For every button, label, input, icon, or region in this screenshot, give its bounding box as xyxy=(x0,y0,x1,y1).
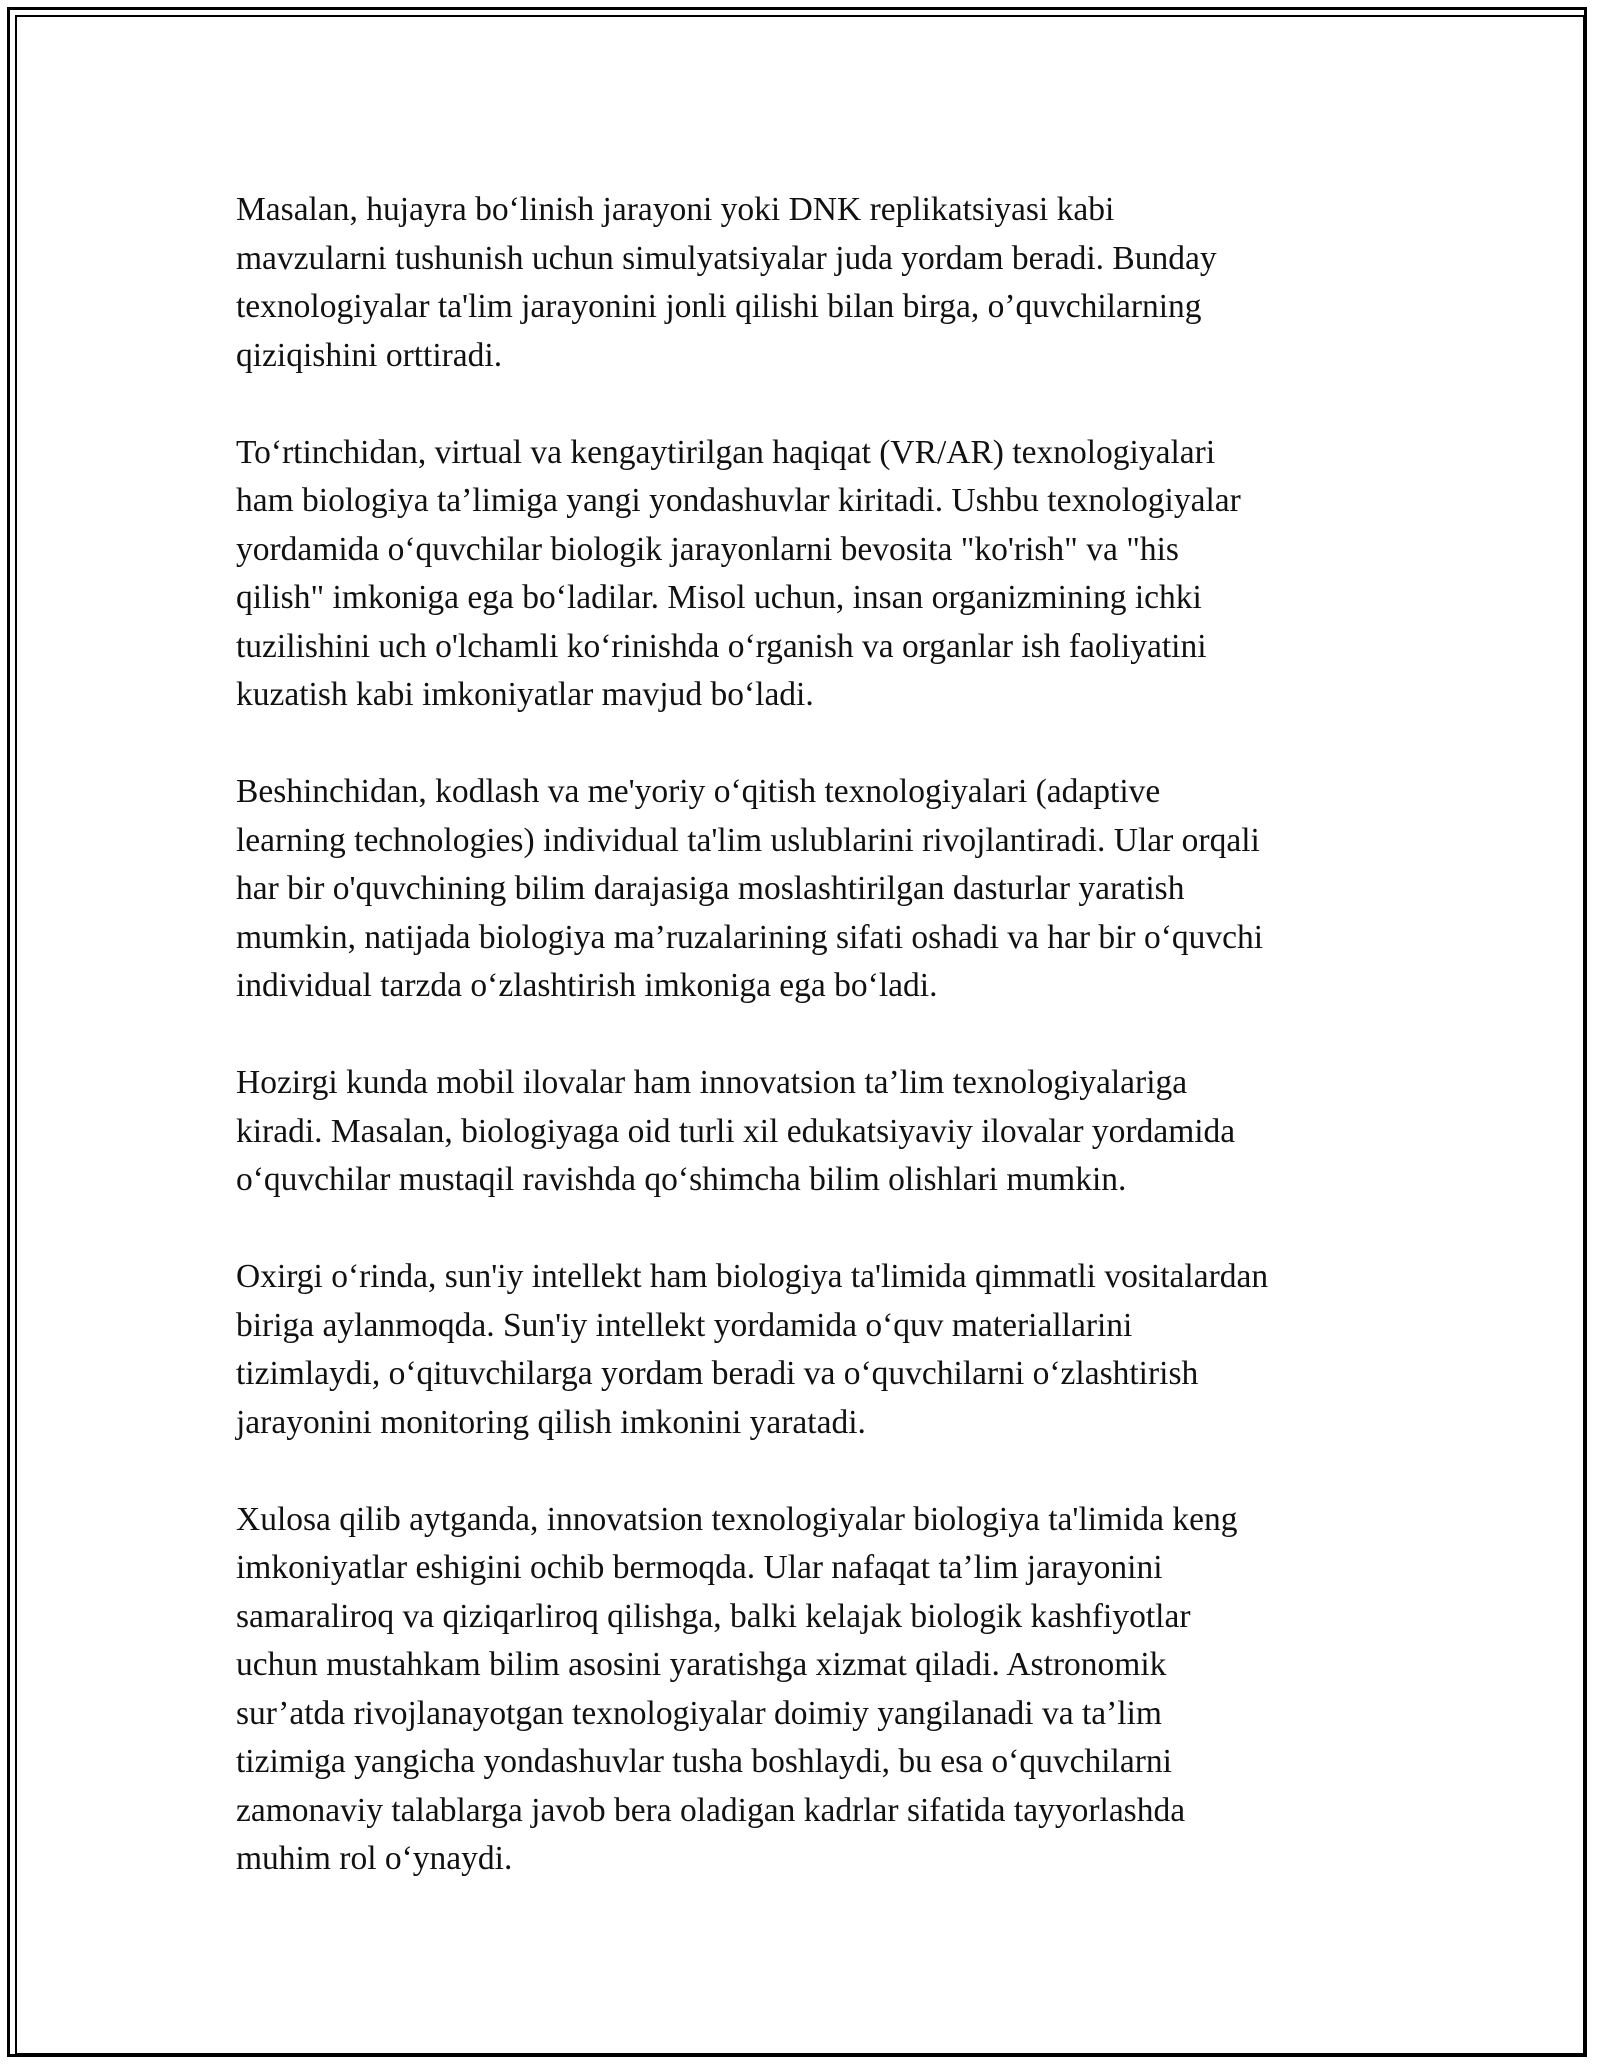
text-line: Oxirgi oʻrinda, sun'iy intellekt ham biologiya ta'limida qimmatli vositalardan xyxy=(236,1258,1269,1295)
paragraph-conclusion xyxy=(236,1496,1376,1884)
text-line: qiziqishini orttiradi. xyxy=(236,336,503,374)
text-line: ham biologiya ta’limiga yangi yondashuvlar kiritadi. Ushbu texnologiyalar xyxy=(236,482,1241,519)
text-line: muhim rol oʻynaydi. xyxy=(236,1840,513,1877)
text-line: texnologiyalar ta'lim jarayonini jonli qilishi bilan birga, o’quvchilarning xyxy=(236,288,1202,325)
text-line: qilish" imkoniga ega boʻladilar. Misol uchun, insan organizmining ichki xyxy=(236,579,1202,616)
text-line: samaraliroq va qiziqarliroq qilishga, balki kelajak biologik kashfiyotlar xyxy=(236,1597,1191,1635)
paragraph-vr-ar xyxy=(236,429,1376,720)
paragraph-simulations xyxy=(236,186,1376,380)
text-line: tizimiga yangicha yondashuvlar tusha boshlaydi, bu esa oʻquvchilarni xyxy=(236,1743,1172,1780)
text-line: Hozirgi kunda mobil ilovalar ham innovatsion ta’lim texnologiyalariga xyxy=(236,1064,1188,1101)
paragraph-mobile-apps xyxy=(236,1059,1376,1205)
text-line: mavzularni tushunish uchun simulyatsiyalar juda yordam beradi. Bunday xyxy=(236,239,1217,277)
text-line: oʻquvchilar mustaqil ravishda qoʻshimcha bilim olishlari mumkin. xyxy=(236,1161,1127,1198)
text-line: kuzatish kabi imkoniyatlar mavjud boʻladi. xyxy=(236,676,814,713)
text-line: zamonaviy talablarga javob bera oladigan kadrlar sifatida tayyorlashda xyxy=(236,1791,1186,1829)
text-line: mumkin, natijada biologiya ma’ruzalarining sifati oshadi va har bir oʻquvchi xyxy=(236,918,1264,956)
text-line: Masalan, hujayra boʻlinish jarayoni yoki DNK replikatsiyasi kabi xyxy=(236,191,1115,228)
text-line: biriga aylanmoqda. Sun'iy intellekt yordamida oʻquv materiallarini xyxy=(236,1306,1133,1344)
text-line: Toʻrtinchidan, virtual va kengaytirilgan haqiqat (VR/AR) texnologiyalari xyxy=(236,433,1216,471)
text-line: individual tarzda oʻzlashtirish imkoniga ega boʻladi. xyxy=(236,967,938,1004)
paragraph-adaptive-learning xyxy=(236,768,1376,1011)
text-line: learning technologies) individual ta'lim uslublarini rivojlantiradi. Ular orqali xyxy=(236,821,1260,859)
text-line: sur’atda rivojlanayotgan texnologiyalar doimiy yangilanadi va ta’lim xyxy=(236,1694,1162,1732)
text-line: tuzilishini uch o'lchamli koʻrinishda oʻrganish va organlar ish faoliyatini xyxy=(236,627,1207,665)
document-body xyxy=(236,186,1376,1932)
text-line: tizimlaydi, oʻqituvchilarga yordam beradi va oʻquvchilarni oʻzlashtirish xyxy=(236,1355,1199,1392)
paragraph-ai xyxy=(236,1253,1376,1447)
text-line: yordamida oʻquvchilar biologik jarayonlarni bevosita "ko'rish" va "his xyxy=(236,530,1179,568)
text-line: Beshinchidan, kodlash va me'yoriy oʻqitish texnologiyalari (adaptive xyxy=(236,773,1161,810)
text-line: Xulosa qilib aytganda, innovatsion texnologiyalar biologiya ta'limida keng xyxy=(236,1500,1238,1538)
text-line: har bir o'quvchining bilim darajasiga moslashtirilgan dasturlar yaratish xyxy=(236,870,1185,907)
text-line: uchun mustahkam bilim asosini yaratishga xizmat qiladi. Astronomik xyxy=(236,1646,1167,1683)
text-line: kiradi. Masalan, biologiyaga oid turli xil edukatsiyaviy ilovalar yordamida xyxy=(236,1112,1236,1150)
text-line: imkoniyatlar eshigini ochib bermoqda. Ular nafaqat ta’lim jarayonini xyxy=(236,1549,1163,1586)
text-line: jarayonini monitoring qilish imkonini yaratadi. xyxy=(236,1403,866,1441)
